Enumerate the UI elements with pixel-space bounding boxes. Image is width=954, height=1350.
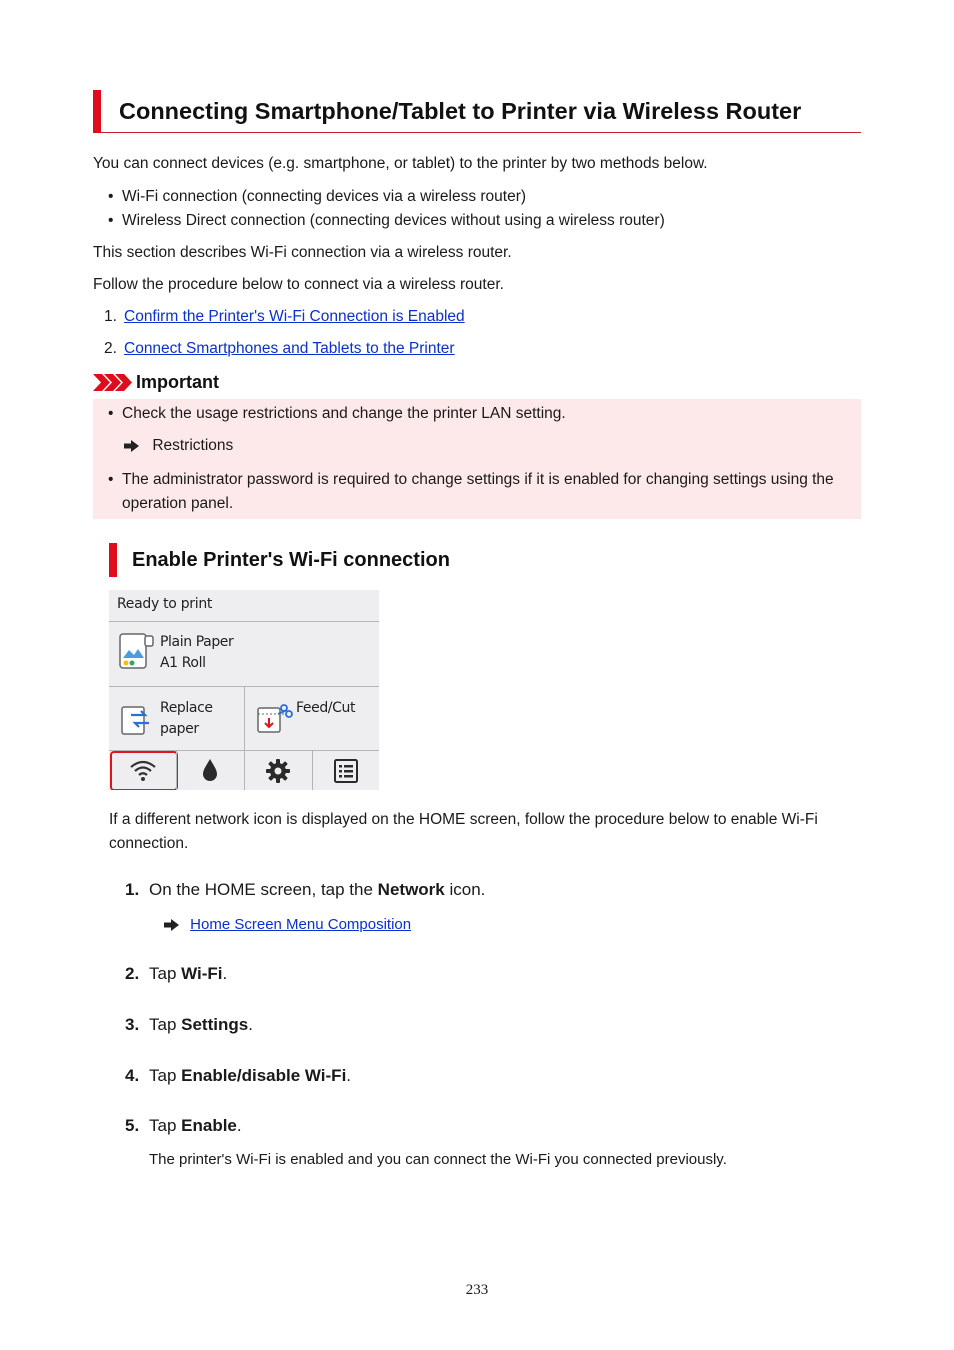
gear-icon <box>265 758 291 784</box>
step-text: Tap <box>149 964 182 983</box>
media-type-label: Plain Paper <box>160 634 234 650</box>
bullet-dot: • <box>108 188 114 205</box>
media-size-label: A1 Roll <box>160 655 206 671</box>
arrow-right-icon <box>164 919 180 931</box>
network-icon-note <box>109 808 818 856</box>
list-item <box>108 187 526 207</box>
link-home-screen-menu[interactable]: Home Screen Menu Composition <box>190 916 412 933</box>
replace-paper-icon <box>121 702 153 736</box>
step-5 <box>125 1115 242 1137</box>
step-bold-text: Enable <box>181 1116 237 1135</box>
step-number: 1. <box>104 308 117 325</box>
feed-cut-label: Feed/Cut <box>296 700 356 716</box>
replace-paper-label-1: Replace <box>160 700 213 716</box>
section-description: This section describes Wi-Fi connection via a wireless router. <box>93 244 512 261</box>
note-text: connection. <box>109 835 189 852</box>
step-number: 2. <box>125 964 140 983</box>
replace-paper-label-2: paper <box>160 721 199 737</box>
page-number: 233 <box>465 1282 489 1298</box>
divider <box>176 750 177 790</box>
step-text: Tap <box>149 1116 182 1135</box>
paper-settings-icon <box>119 632 155 672</box>
step-4 <box>125 1065 351 1087</box>
important-item-text: operation panel. <box>122 495 234 512</box>
network-icon-highlight <box>110 751 178 790</box>
important-item-text: The administrator password is required to change settings if it is enabled for changing settings using the <box>122 471 834 488</box>
step-bold-text: Network <box>377 880 445 899</box>
page-title-block <box>93 90 861 133</box>
divider <box>244 686 245 750</box>
bullet-dot: • <box>108 405 114 422</box>
heading-accent-bar <box>109 543 117 577</box>
printer-status: Ready to print <box>117 596 213 612</box>
home-menu-ref <box>164 915 411 935</box>
step-text: icon. <box>444 880 486 899</box>
restrictions-ref <box>124 436 233 456</box>
step-number: 1. <box>125 880 140 899</box>
divider <box>244 750 245 790</box>
step-text: Tap <box>149 1066 182 1085</box>
section-heading <box>109 543 509 577</box>
section-title: Enable Printer's Wi-Fi connection <box>132 549 450 571</box>
step-text: . <box>248 1015 253 1034</box>
step-number: 2. <box>104 340 117 357</box>
procedure-intro: Follow the procedure below to connect via a wireless router. <box>93 276 504 293</box>
step-number: 4. <box>125 1066 140 1085</box>
bullet-dot: • <box>108 471 114 488</box>
feed-cut-icon <box>256 702 294 736</box>
step-text: . <box>346 1066 352 1085</box>
divider <box>312 750 313 790</box>
arrow-right-icon <box>124 440 140 452</box>
procedure-step-2 <box>104 339 455 359</box>
link-confirm-wifi-enabled[interactable]: Confirm the Printer's Wi-Fi Connection is Enabled <box>124 308 465 325</box>
restrictions-label: Restrictions <box>152 437 234 454</box>
list-item-text: Wi-Fi connection (connecting devices via a wireless router) <box>122 188 527 205</box>
list-menu-icon <box>334 759 358 783</box>
link-connect-smartphones[interactable]: Connect Smartphones and Tablets to the Printer <box>124 340 455 357</box>
step-text: . <box>222 964 228 983</box>
note-text: If a different network icon is displayed on the HOME screen, follow the procedure below to enable Wi-Fi <box>109 811 818 828</box>
important-item-1 <box>108 404 566 424</box>
important-box <box>93 399 861 519</box>
title-accent-bar <box>93 90 101 133</box>
bullet-dot: • <box>108 212 114 229</box>
important-chevrons-icon <box>93 374 133 391</box>
step-bold-text: Wi-Fi <box>181 964 223 983</box>
list-item <box>108 211 665 231</box>
list-item-text: Wireless Direct connection (connecting devices without using a wireless router) <box>122 212 665 229</box>
step-number: 5. <box>125 1116 140 1135</box>
step-1 <box>125 879 485 901</box>
procedure-step-1 <box>104 307 465 327</box>
intro-text: You can connect devices (e.g. smartphone, or tablet) to the printer by two methods below. <box>93 155 708 172</box>
divider <box>109 621 379 622</box>
important-title: Important <box>136 372 219 392</box>
step-number: 3. <box>125 1015 140 1034</box>
step-3 <box>125 1014 253 1036</box>
step-2 <box>125 963 227 985</box>
step-bold-text: Enable/disable Wi-Fi <box>181 1066 347 1085</box>
important-item-text: Check the usage restrictions and change the printer LAN setting. <box>122 405 566 422</box>
step-5-result: The printer's Wi-Fi is enabled and you can connect the Wi-Fi you connected previously. <box>149 1151 727 1168</box>
step-text: . <box>236 1116 242 1135</box>
step-text: On the HOME screen, tap the <box>149 880 378 899</box>
step-bold-text: Settings <box>181 1015 249 1034</box>
page-title: Connecting Smartphone/Tablet to Printer via Wireless Router <box>119 98 802 124</box>
ink-drop-icon <box>201 758 219 782</box>
important-item-2 <box>108 468 834 516</box>
step-text: Tap <box>149 1015 182 1034</box>
printer-home-screen <box>109 590 379 790</box>
